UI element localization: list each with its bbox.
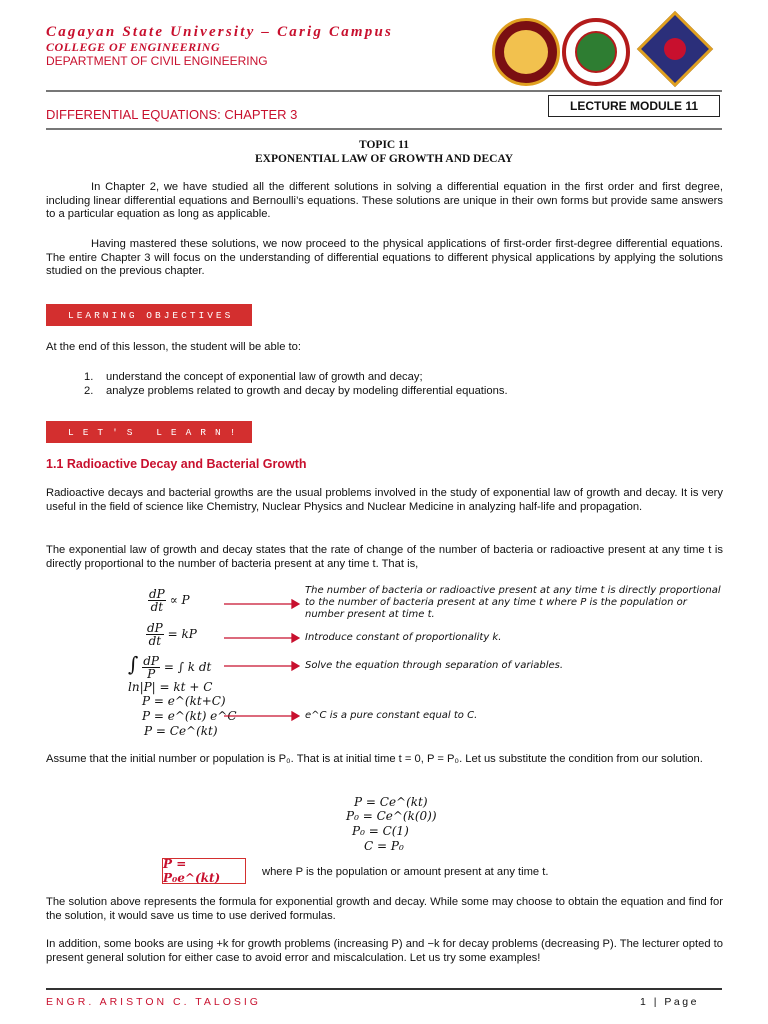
lets-learn-banner: LET'S LEARN! <box>46 421 252 443</box>
growth-decay-formula: P = P₀e^(kt) <box>162 858 246 884</box>
footer-page-number: 1 | Page <box>640 996 699 1008</box>
substitution-step-3: P₀ = C(1) <box>352 824 409 838</box>
intro-paragraph-2: Having mastered these solutions, we now proceed to the physical applications of first-order first-degree differential equations. The entire Chapter 3 will focus on the understanding of differential equations to different physical applications by applying the solutions studied on the previous chapter. <box>46 238 723 277</box>
closing-paragraph-1: The solution above represents the formula for exponential growth and decay. While some may choose to obtain the equation and find for the solution, it would save us time to use derived formulas. <box>46 896 723 922</box>
chapter-heading <box>46 107 297 122</box>
closing-paragraph-2: In addition, some books are using +k for growth problems (increasing P) and −k for decay problems (decreasing P). The lecturer opted to present general solution for either case to avoid error and miscalculation. Let us try some examples! <box>46 938 723 964</box>
equation-exp-1: P = e^(kt+C) <box>142 694 226 708</box>
objectives-lead: At the end of this lesson, the student will be able to: <box>46 341 301 353</box>
learning-objectives-banner: LEARNING OBJECTIVES <box>46 304 252 326</box>
chapter-number: CHAPTER 3 <box>224 107 298 122</box>
equation-constant: $\frac{dP}{dt}$ = kP <box>147 621 197 648</box>
derivation-note-2: Introduce constant of proportionality k. <box>305 632 502 643</box>
derivation-note-1: The number of bacteria or radioactive present at any time t is directly proportional to the number of bacteria present at any time t where P is the population or number present at time t. <box>305 585 721 620</box>
substitution-step-4: C = P₀ <box>364 839 404 853</box>
college-name: COLLEGE OF ENGINEERING <box>46 40 221 54</box>
chapter-divider <box>46 128 722 130</box>
list-item: 1. understand the concept of exponential law of growth and decay; <box>84 371 423 383</box>
equation-exp-3: P = Ce^(kt) <box>144 724 218 738</box>
equation-exp-2: P = e^(kt) e^C <box>142 709 237 723</box>
university-name: Cagayan State University – Carig Campus <box>46 24 394 40</box>
topic-title: EXPONENTIAL LAW OF GROWTH AND DECAY <box>254 153 514 165</box>
arrow-right-icon <box>224 600 299 720</box>
substitution-step-2: P₀ = Ce^(k(0)) <box>346 809 437 823</box>
footer-author: ENGR. ARISTON C. TALOSIG <box>46 996 261 1008</box>
topic-number: TOPIC 11 <box>359 139 409 151</box>
equation-proportional: $\frac{dP}{dt}$ ∝ P <box>149 587 190 614</box>
institute-civil-engineers-logo <box>640 14 710 84</box>
lecture-module-label: LECTURE MODULE 11 <box>548 95 720 117</box>
equation-log: ln|P| = kt + C <box>128 680 213 694</box>
equation-integral: ∫ $\frac{dP}{P}$ = ∫ k dt <box>128 652 212 681</box>
intro-paragraph-1: In Chapter 2, we have studied all the different solutions in solving a differential equation in the first order and first degree, including linear differential equations and Bernoulli’s equations. These solutions are unique in their own forms but provide same answers to a particular equation as long as applicable. <box>46 181 723 220</box>
derivation-arrows <box>222 598 300 728</box>
derivation-note-4: e^C is a pure constant equal to C. <box>305 710 478 721</box>
section-title: 1.1 Radioactive Decay and Bacterial Growth <box>46 457 307 471</box>
list-item: 2. analyze problems related to growth and decay by modeling differential equations. <box>84 385 508 397</box>
learn-paragraph-1: Radioactive decays and bacterial growths are the usual problems involved in the study of exponential law of growth and decay. It is very useful in the field of science like Chemistry, Nuclear Physics and Nuclear Medicine in analyzing half-life and propagation. <box>46 487 723 513</box>
footer-divider <box>46 988 722 990</box>
department-name: DEPARTMENT OF CIVIL ENGINEERING <box>46 54 268 68</box>
objectives-list <box>84 370 508 398</box>
university-seal-logo <box>492 18 560 86</box>
chapter-prefix: DIFFERENTIAL EQUATIONS: <box>46 107 225 122</box>
formula-description: where P is the population or amount present at any time t. <box>262 866 549 878</box>
engineering-college-seal-logo <box>562 18 630 86</box>
initial-condition-paragraph: Assume that the initial number or population is P₀. That is at initial time t = 0, P = P₀. Let us substitute the condition from our solution. <box>46 753 703 765</box>
learn-paragraph-2: The exponential law of growth and decay states that the rate of change of the number of bacteria or radioactive present at any time t is directly proportional to the number of bacteria present at any time t. That is, <box>46 544 723 570</box>
header-divider <box>46 90 722 92</box>
substitution-step-1: P = Ce^(kt) <box>354 795 428 809</box>
derivation-note-3: Solve the equation through separation of variables. <box>305 660 564 671</box>
